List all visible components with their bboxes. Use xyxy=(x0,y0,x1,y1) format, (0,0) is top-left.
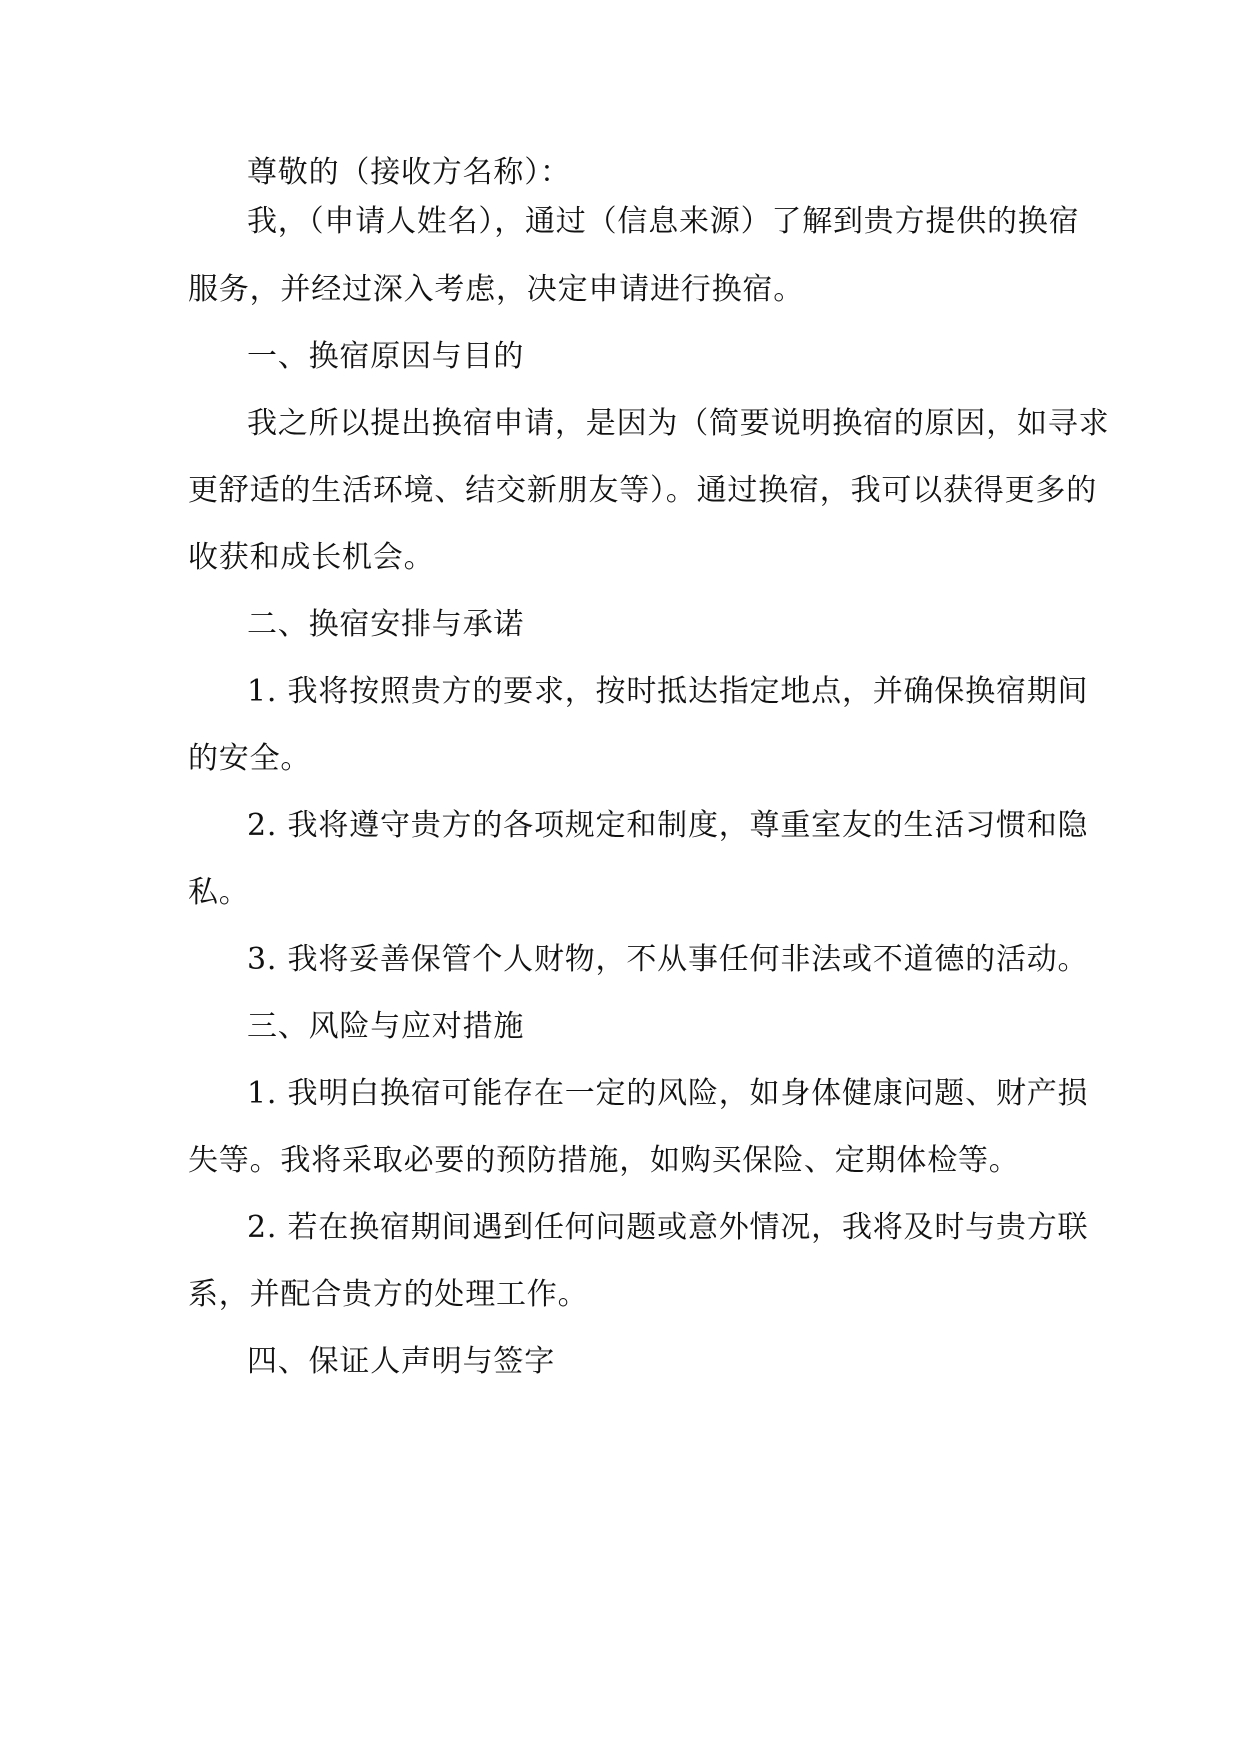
commitment-item-1: 1. 我将按照贵方的要求，按时抵达指定地点，并确保换宿期间 xyxy=(247,674,1089,709)
reason-paragraph-line: 我之所以提出换宿申请，是因为（简要说明换宿的原因，如寻求 xyxy=(247,406,1110,441)
risk-item-1: 1. 我明白换宿可能存在一定的风险，如身体健康问题、财产损 xyxy=(247,1076,1089,1111)
section-heading-2: 二、换宿安排与承诺 xyxy=(247,607,525,642)
commitment-item-2: 2. 我将遵守贵方的各项规定和制度，尊重室友的生活习惯和隐 xyxy=(247,808,1089,843)
commitment-item-2-cont: 私。 xyxy=(188,875,250,910)
risk-item-2: 2. 若在换宿期间遇到任何问题或意外情况，我将及时与贵方联 xyxy=(247,1210,1089,1245)
risk-item-2-cont: 系，并配合贵方的处理工作。 xyxy=(188,1277,589,1312)
intro-paragraph-line: 服务，并经过深入考虑，决定申请进行换宿。 xyxy=(188,272,804,307)
commitment-item-3: 3. 我将妥善保管个人财物，不从事任何非法或不道德的活动。 xyxy=(247,942,1089,977)
reason-paragraph-line: 更舒适的生活环境、结交新朋友等）。通过换宿，我可以获得更多的 xyxy=(188,473,1097,508)
intro-paragraph-line: 我，（申请人姓名），通过（信息来源）了解到贵方提供的换宿 xyxy=(247,204,1080,239)
section-heading-3: 三、风险与应对措施 xyxy=(247,1009,525,1044)
risk-item-1-cont: 失等。我将采取必要的预防措施，如购买保险、定期体检等。 xyxy=(188,1143,1020,1178)
commitment-item-1-cont: 的安全。 xyxy=(188,741,312,776)
section-heading-1: 一、换宿原因与目的 xyxy=(247,339,525,374)
reason-paragraph-line: 收获和成长机会。 xyxy=(188,540,435,575)
salutation: 尊敬的（接收方名称）： xyxy=(247,155,571,190)
section-heading-4: 四、保证人声明与签字 xyxy=(247,1344,555,1379)
